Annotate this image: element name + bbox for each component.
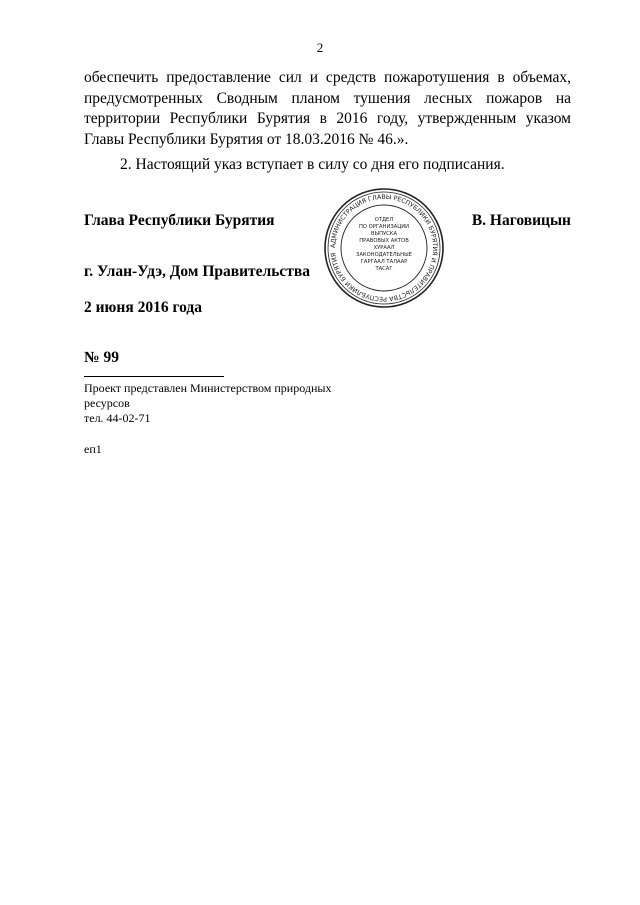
seal-line-8: ТАСАГ [375, 266, 393, 272]
seal-line-5: ХУРААЛ [373, 245, 395, 251]
seal-line-7: ГАРГААЛ ТАЛААР [360, 259, 408, 265]
paragraph-2: 2. Настоящий указ вступает в силу со дня его подписания. [120, 156, 505, 173]
seal-line-3: ВЫПУСКА [370, 231, 398, 237]
seal-line-1: ОТДЕЛ [374, 217, 394, 223]
document-code: еп1 [84, 442, 102, 456]
paragraph-1: обеспечить предоставление сил и средств пожаротушения в объемах, предусмотренных Сводным планом тушения лесных пожаров на территории Республики Бурятия в 2016 году, утвержденным указом Главы Республики Бурятия от 18.03.2016 № 46.». [84, 69, 571, 148]
signatory-name: В. Наговицын [471, 212, 571, 229]
phone-note: тел. 44-02-71 [84, 411, 151, 425]
seal-line-6: ЗАКОНОДАТЕЛЬНЫЕ [356, 252, 412, 258]
issue-date: 2 июня 2016 года [84, 299, 203, 316]
seal-line-4: ПРАВОВЫХ АКТОВ [359, 238, 409, 244]
official-seal [323, 187, 445, 309]
footnote-divider [84, 376, 224, 377]
signatory-title: Глава Республики Бурятия [84, 212, 275, 229]
seal-ring-textpath: АДМИНИСТРАЦИЯ ГЛАВЫ РЕСПУБЛИКИ БУРЯТИЯ И ПРАВИТЕЛЬСТВА РЕСПУБЛИКИ БУРЯТИЯ [329, 193, 439, 303]
page-number: 2 [316, 40, 324, 55]
seal-line-2: ПО ОРГАНИЗАЦИИ [358, 224, 410, 230]
project-note: Проект представлен Министерством природных ресурсов [84, 381, 332, 410]
decree-number: № 99 [84, 349, 119, 366]
issue-place: г. Улан-Удэ, Дом Правительства [84, 263, 311, 280]
